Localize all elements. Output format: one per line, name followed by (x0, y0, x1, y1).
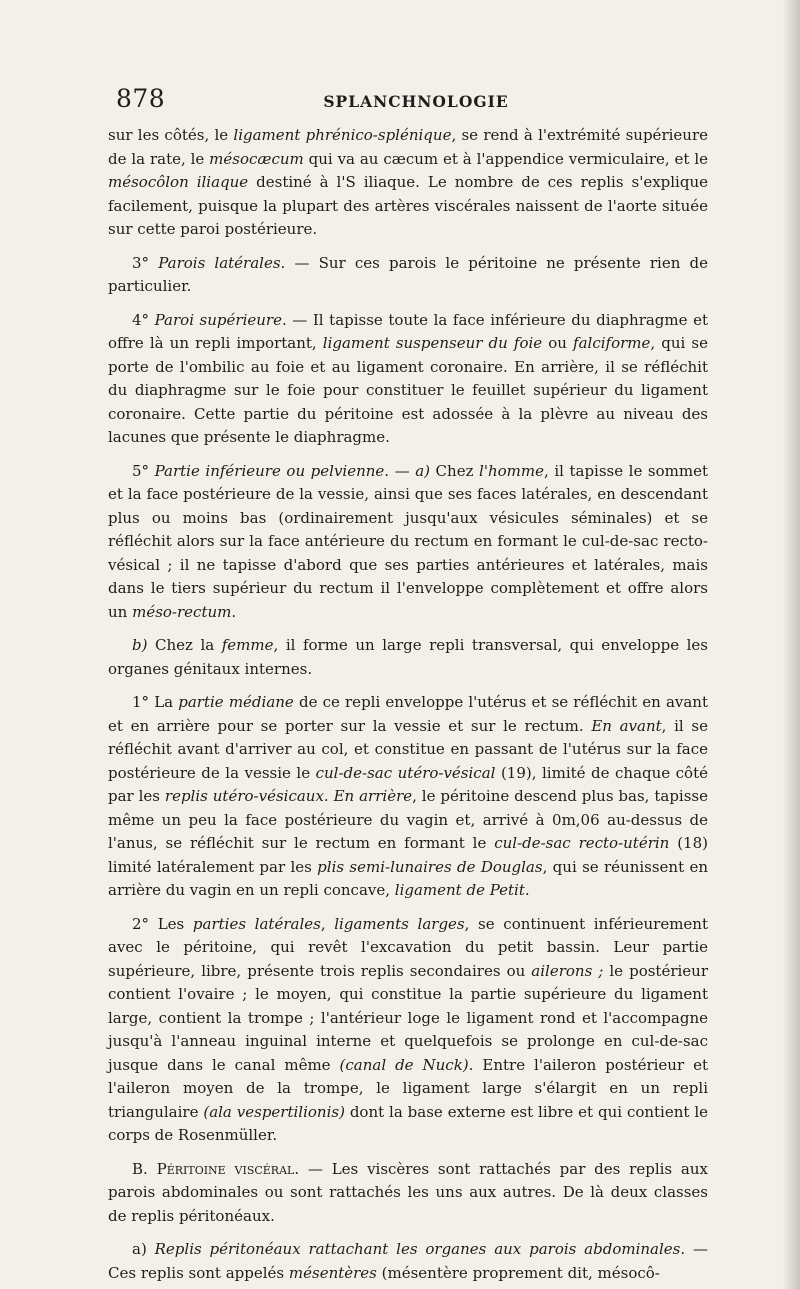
paragraph (108, 124, 708, 242)
text-run: , il forme un large repli transversal, qui enveloppe les organes génitaux internes. (108, 636, 708, 678)
italic-term: Replis péritonéaux rattachant les organes aux parois abdominales (154, 1240, 681, 1258)
text-run: a) (132, 1240, 155, 1258)
text-run: sur les côtés, le (108, 126, 234, 144)
text-run: , (320, 914, 335, 933)
italic-term: a) (415, 461, 430, 480)
italic-term: ailerons ; (531, 961, 604, 980)
italic-term: Paroi supérieure (154, 310, 282, 329)
text-run: . (524, 881, 530, 899)
text-run: le postérieur contient l'ovaire ; le moyen, qui constitue la partie supérieure du ligament large, contient la trompe ; l'antérieur loge le ligament rond et l'accompagne jusqu'à l'anneau inguinal interne et quelquefois se prolonge en cul-de-sac jusque dans le canal même (108, 961, 709, 1074)
text-run: ou (542, 334, 574, 352)
text-run: 2° Les (132, 914, 193, 933)
italic-term: Parois latérales (158, 253, 281, 272)
text-run: , il tapisse le sommet et la face postérieure de la vessie, ainsi que ses faces latérales, en descendant plus ou moins bas (ordinairement jusqu'aux vésicules séminales) et se réfléchit alors sur la face antérieure du rectum en formant le cul-de-sac recto-vésical ; il ne tapisse d'abord que ses parties antérieures et latérales, mais dans le tiers supérieur du rectum il l'enveloppe complètement et offre alors un (108, 461, 708, 621)
italic-term: b) (132, 636, 148, 654)
text-run: Chez la (147, 636, 222, 654)
paragraph (108, 1238, 708, 1285)
italic-term: ligament de Petit (394, 881, 525, 899)
italic-term: cul-de-sac utéro-vésical (315, 763, 496, 782)
body-text (108, 124, 708, 1285)
text-run: , le péritoine descend plus bas, tapisse même un peu la face postérieure du vagin et, arrivé à 0m,06 au-dessus de l'anus, se réfléchit sur le rectum en formant le (108, 787, 708, 852)
text-run: B. (132, 1159, 157, 1178)
text-run: . — Ces replis sont appelés (108, 1240, 708, 1282)
text-run: 1° La (132, 693, 179, 711)
italic-term: mésocæcum (209, 149, 304, 168)
page-number: 878 (116, 84, 166, 113)
text-run: . — Les viscères sont rattachés par des replis aux parois abdominales ou sont rattachés les uns aux autres. De là deux classes de replis péritonéaux. (108, 1159, 708, 1225)
paragraph (108, 309, 708, 450)
paragraph (108, 691, 708, 903)
italic-term: femme (221, 636, 274, 654)
text-run: . (323, 787, 334, 805)
italic-term: replis utéro-vésicaux (164, 787, 324, 805)
italic-term: partie médiane (178, 693, 294, 711)
paragraph (108, 634, 708, 681)
italic-term: En arrière (333, 787, 413, 805)
text-run: (18) limité latéralement par les (108, 834, 708, 876)
text-run: , se rend à l'extrémité supérieure de la rate, le (108, 126, 708, 168)
page-header (116, 84, 716, 114)
italic-term: falciforme (573, 334, 651, 352)
text-run: 4° (132, 310, 155, 329)
text-run: (19), limité de chaque côté par les (108, 763, 708, 805)
italic-term: mésocôlon iliaque (108, 173, 249, 191)
text-run: qui va au cæcum et à l'appendice vermiculaire, et le (303, 149, 708, 168)
text-run: , qui se porte de l'ombilic au foie et au ligament coronaire. En arrière, il se réfléchit du diaphragme sur le foie pour constituer le feuillet supérieur du ligament coronaire. Cette partie du péritoine est adossée à la plèvre au niveau des lacunes que présente le diaphragme. (108, 334, 708, 446)
italic-term: Partie inférieure ou pelvienne (154, 461, 385, 480)
small-caps-heading: Péritoine viscéral (156, 1159, 295, 1178)
page-edge-shadow (782, 0, 800, 1289)
text-run: (mésentère proprement dit, mésocô- (376, 1263, 660, 1282)
running-head: SPLANCHNOLOGIE (323, 92, 509, 111)
text-run: dont la base externe est libre et qui contient le corps de Rosenmüller. (108, 1102, 708, 1144)
italic-term: parties latérales (192, 914, 321, 933)
italic-term: plis semi-lunaires de Douglas (317, 857, 543, 876)
italic-term: ligament phrénico-splénique (233, 126, 452, 144)
text-run: , il se réfléchit avant d'arriver au col, et constitue en passant de l'utérus sur la face postérieure de la vessie le (108, 716, 708, 782)
italic-term: ligaments larges (334, 914, 465, 933)
paragraph (108, 252, 708, 299)
paragraph (108, 913, 708, 1148)
italic-term: (ala vespertilionis) (203, 1102, 345, 1121)
italic-term: En avant (591, 716, 662, 735)
text-run: de ce repli enveloppe l'utérus et se réfléchit en avant et en arrière pour se porter sur la vessie et sur le rectum. (108, 693, 708, 735)
italic-term: mésentères (288, 1263, 377, 1282)
text-run: . — Sur ces parois le péritoine ne présente rien de particulier. (108, 253, 708, 295)
text-run: 5° (132, 461, 155, 480)
text-run: destiné à l'S iliaque. Le nombre de ces replis s'explique facilement, puisque la plupart des artères viscérales naissent de l'aorte située sur cette paroi postérieure. (108, 173, 708, 238)
italic-term: l'homme (479, 461, 544, 480)
italic-term: méso-rectum (132, 602, 232, 621)
italic-term: cul-de-sac recto-utérin (494, 834, 670, 852)
text-run: , qui se réunissent en arrière du vagin en un repli concave, (108, 857, 708, 899)
text-run: . — Il tapisse toute la face inférieure du diaphragme et offre là un repli important, (108, 310, 708, 352)
text-run: 3° (132, 253, 159, 272)
text-run: . — (384, 461, 416, 480)
text-run: . (231, 602, 237, 621)
text-run: Chez (430, 461, 480, 480)
paragraph (108, 460, 708, 625)
text-run: , se continuent inférieurement avec le péritoine, qui revêt l'excavation du petit bassin. Leur partie supérieure, libre, présente trois replis secondaires ou (108, 914, 708, 980)
text-run: . Entre l'aileron postérieur et l'aileron moyen de la trompe, le ligament large s'élargit en un repli triangulaire (108, 1055, 708, 1121)
paragraph (108, 1158, 708, 1229)
italic-term: (canal de Nuck) (339, 1055, 469, 1074)
italic-term: ligament suspenseur du foie (322, 334, 543, 352)
